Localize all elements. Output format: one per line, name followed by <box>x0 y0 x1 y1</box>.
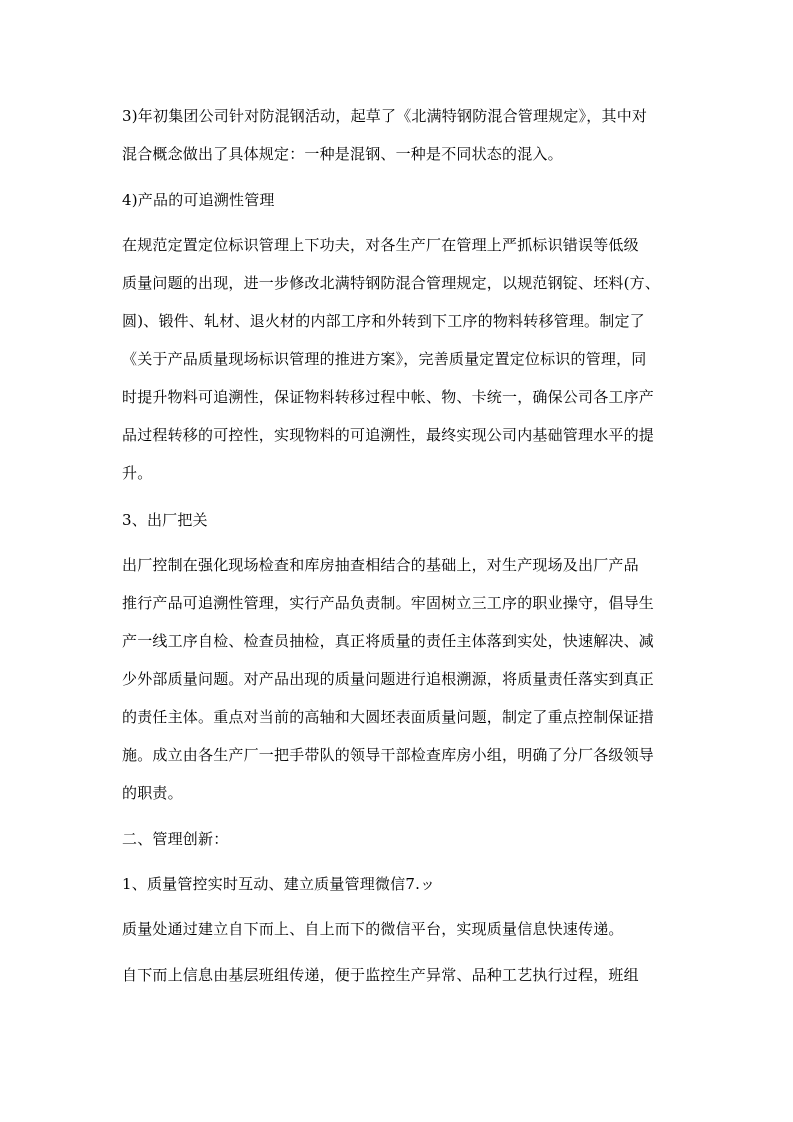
text-line: 在规范定置定位标识管理上下功夫，对各生产厂在管理上严抓标识错误等低级 <box>122 236 639 254</box>
text-line: 产一线工序自检、检查员抽检，真正将质量的责任主体落到实处，快速解决、减 <box>122 632 655 650</box>
text-line: 升。 <box>122 464 153 482</box>
text-line: 质量问题的出现，进一步修改北满特钢防混合管理规定，以规范钢锭、坯料(方、 <box>122 274 661 292</box>
text-line: 品过程转移的可控性，实现物料的可追溯性，最终实现公司内基础管理水平的提 <box>122 426 655 444</box>
section-heading: 二、管理创新： <box>122 830 229 848</box>
text-line: 圆)、锻件、轧材、退火材的内部工序和外转到下工序的物料转移管理。制定了 <box>122 312 645 330</box>
text-line: 推行产品可追溯性管理，实行产品负责制。牢固树立三工序的职业操守，倡导生 <box>122 594 655 612</box>
subsection-heading: 1、质量管控实时互动、建立质量管理微信7.ッ <box>122 875 436 893</box>
text-line: 出厂控制在强化现场检查和库房抽查相结合的基础上，对生产现场及出厂产品 <box>122 556 639 574</box>
section-heading: 3、出厂把关 <box>122 511 208 529</box>
text-line: 的责任主体。重点对当前的高轴和大圆坯表面质量问题，制定了重点控制保证措 <box>122 708 655 726</box>
text-line: 的职责。 <box>122 784 183 802</box>
text-line: 混合概念做出了具体规定：一种是混钢、一种是不同状态的混入。 <box>122 145 563 163</box>
text-line: 时提升物料可追溯性，保证物料转移过程中帐、物、卡统一，确保公司各工序产 <box>122 388 655 406</box>
text-line: 3)年初集团公司针对防混钢活动，起草了《北满特钢防混合管理规定》，其中对 <box>122 107 648 125</box>
text-line: 自下而上信息由基层班组传递，便于监控生产异常、品种工艺执行过程，班组 <box>122 966 639 984</box>
text-line: 《关于产品质量现场标识管理的推进方案》，完善质量定置定位标识的管理，同 <box>122 350 647 368</box>
text-line: 4)产品的可追溯性管理 <box>122 191 275 209</box>
text-line: 质量处通过建立自下而上、自上而下的微信平台，实现质量信息快速传递。 <box>122 920 624 938</box>
text-line: 施。成立由各生产厂一把手带队的领导干部检查库房小组，明确了分厂各级领导 <box>122 746 655 764</box>
text-line: 少外部质量问题。对产品出现的质量问题进行追根溯源，将质量责任落实到真正 <box>122 670 655 688</box>
